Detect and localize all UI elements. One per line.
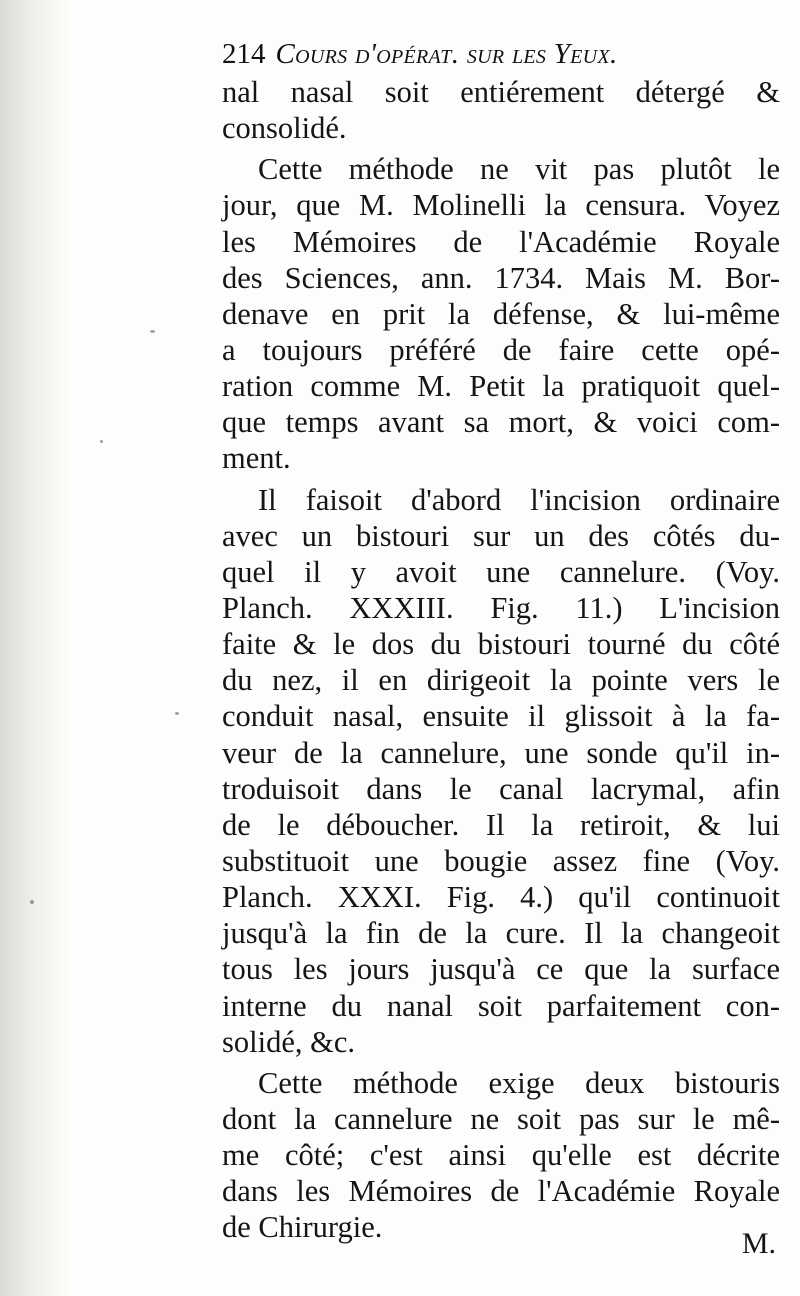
text-line: dont la cannelure ne soit pas sur le mê- [222,1101,780,1136]
text-line: des Sciences, ann. 1734. Mais M. Bor- [222,260,780,295]
text-line: dans les Mémoires de l'Académie Royale [222,1174,780,1209]
ink-speck [150,330,155,333]
text-line: denave en prit la défense, & lui-même [222,296,780,331]
text-line: faite & le dos du bistouri tourné du côté [222,627,780,662]
ink-speck [30,900,34,904]
text-line: de Chirurgie. [222,1210,383,1245]
text-line: Cette méthode exige deux bistouris [258,1065,780,1100]
text-line: Il faisoit d'abord l'incision ordinaire [258,482,780,517]
catchword: M. [741,1227,776,1260]
ink-speck [175,712,179,715]
paragraph [222,151,780,476]
text-line: conduit nasal, ensuite il glissoit à la fa- [222,699,780,734]
page-number: 214 [222,38,266,70]
text-line: de le déboucher. Il la retiroit, & lui [222,807,780,842]
ink-speck [100,440,103,443]
running-title: Cours d'opérat. sur les Yeux. [275,38,618,70]
text-line: les Mémoires de l'Académie Royale [222,224,780,259]
text-line: du nez, il en dirigeoit la pointe vers le [222,663,780,698]
text-line: troduisoit dans le canal lacrymal, afin [222,771,780,806]
paragraph [222,74,780,146]
running-head [222,34,782,74]
text-line: avec un bistouri sur un des côtés du- [222,518,780,553]
text-line: ment. [222,441,291,476]
gutter-shadow [0,0,70,1296]
text-line: consolidé. [222,111,347,146]
text-line: tous les jours jusqu'à ce que la surface [222,952,780,987]
body-text [222,74,780,1246]
text-line: substituoit une bougie assez fine (Voy. [222,843,780,878]
text-line: quel il y avoit une cannelure. (Voy. [222,554,780,589]
text-line: ration comme M. Petit la pratiquoit quel- [222,369,780,404]
text-line: solidé, &c. [222,1024,355,1059]
text-line: Cette méthode ne vit pas plutôt le [258,152,780,187]
text-line: Planch. XXXIII. Fig. 11.) L'incision [222,590,780,625]
text-line: que temps avant sa mort, & voici com- [222,405,780,440]
text-line: interne du nanal soit parfaitement con- [222,988,780,1023]
text-line: nal nasal soit entiérement détergé & [222,75,780,109]
text-line: veur de la cannelure, une sonde qu'il in- [222,735,780,770]
text-line: Planch. XXXI. Fig. 4.) qu'il continuoit [222,880,780,915]
text-line: jusqu'à la fin de la cure. Il la changeoit [222,916,780,951]
paragraph [222,1065,780,1246]
paragraph [222,482,780,1060]
text-line: me côté; c'est ainsi qu'elle est décrite [222,1138,780,1173]
text-line: a toujours préféré de faire cette opé- [222,332,780,367]
text-line: jour, que M. Molinelli la censura. Voyez [222,188,780,223]
